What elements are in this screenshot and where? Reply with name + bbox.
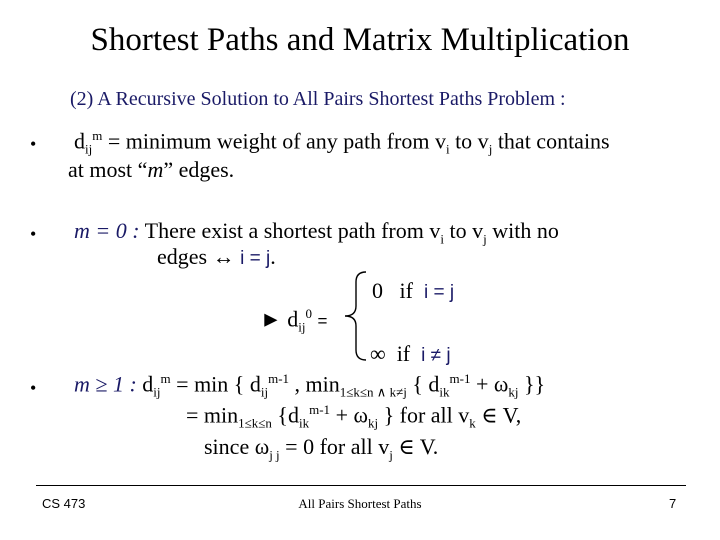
subscript-ij: ij: [260, 384, 269, 400]
text: ∈ V.: [392, 434, 439, 459]
symbol-d: d: [287, 306, 299, 332]
equals-sign: =: [317, 311, 328, 331]
subscript-kj: kj: [508, 384, 519, 400]
bullet-marker: •: [30, 378, 37, 398]
subscript-j: j: [488, 141, 493, 157]
text: {d: [271, 402, 299, 428]
bullet3-line1: [74, 371, 545, 401]
text: , min: [289, 371, 340, 397]
case2-if: if: [396, 341, 411, 366]
slide-subtitle: (2) A Recursive Solution to All Pairs Shortest Paths Problem :: [70, 88, 566, 110]
expr-i-eq-j: i = j: [240, 248, 271, 269]
case1-expr: i = j: [423, 282, 455, 303]
condition-m-ge-1: m ≥ 1 :: [74, 371, 137, 397]
footer-title: All Pairs Shortest Paths: [298, 496, 422, 511]
text: { d: [406, 371, 440, 397]
text: + ω: [470, 371, 509, 397]
bullet2-line1: [74, 218, 559, 247]
subscript-range: 1≤k≤n ∧ k≠j: [339, 384, 407, 400]
text: with no: [486, 218, 559, 243]
text: ∈ V,: [475, 402, 522, 428]
footer-divider: [36, 485, 686, 486]
text: at most “: [68, 157, 148, 182]
subscript-ij: ij: [153, 384, 161, 400]
subscript-i: i: [440, 231, 444, 247]
subscript-ik: ik: [298, 415, 310, 431]
subscript-j: j: [483, 231, 487, 247]
text: edges ↔: [157, 244, 241, 269]
bullet-marker: •: [30, 134, 37, 154]
case2: [370, 341, 451, 367]
superscript-m-minus-1: m-1: [268, 371, 290, 386]
subscript-kj: kj: [367, 415, 379, 431]
superscript-zero: 0: [305, 306, 313, 321]
text: = 0 for all v: [279, 434, 390, 459]
subscript-ij: ij: [85, 141, 93, 157]
superscript-m-minus-1: m-1: [309, 402, 331, 417]
symbol-d: d: [74, 128, 85, 154]
subscript-jj: j j: [269, 447, 280, 463]
slide-title: Shortest Paths and Matrix Multiplication: [90, 22, 630, 58]
text: to v: [443, 218, 484, 243]
text: that contains: [492, 128, 610, 154]
text: There exist a shortest path from v: [139, 218, 441, 243]
subscript-ik: ik: [439, 384, 450, 400]
text: = minimum weight of any path from v: [102, 128, 446, 154]
case1: [372, 278, 454, 304]
footer-course: CS 473: [42, 496, 86, 511]
subscript-range: 1≤k≤n: [238, 415, 272, 431]
text: to v: [449, 128, 489, 154]
piecewise-lhs: [260, 306, 327, 336]
subscript-j: j: [389, 447, 393, 463]
case2-value: ∞: [370, 341, 386, 366]
text: ” edges.: [163, 157, 235, 182]
subscript-i: i: [445, 141, 450, 157]
footer-page-number: 7: [669, 496, 677, 511]
text: .: [270, 244, 276, 269]
case2-expr: i ≠ j: [421, 345, 451, 366]
bullet3-line2: [186, 402, 521, 432]
text: = min { d: [170, 371, 261, 397]
bullet1-line1: [74, 128, 610, 158]
condition-m-zero: m = 0 :: [74, 218, 140, 243]
superscript-m: m: [92, 128, 103, 143]
symbol-m: m: [147, 157, 164, 182]
arrow-icon: ►: [260, 306, 282, 332]
symbol-d: d: [142, 371, 154, 397]
subscript-k: k: [469, 415, 476, 431]
text: + ω: [330, 402, 368, 428]
text: = min: [186, 402, 239, 428]
text: }}: [518, 371, 546, 397]
bullet1-line2: [68, 157, 234, 183]
text: since ω: [204, 434, 270, 459]
subscript-ij: ij: [298, 319, 306, 335]
superscript-m-minus-1: m-1: [449, 371, 471, 386]
case1-if: if: [399, 278, 413, 303]
bullet2-line2: [157, 244, 276, 270]
bullet-marker: •: [30, 224, 37, 244]
text: } for all v: [378, 402, 470, 428]
superscript-m: m: [160, 371, 171, 386]
case1-value: 0: [372, 278, 383, 303]
left-brace-icon: [340, 268, 370, 364]
bullet3-line3: [204, 434, 438, 463]
